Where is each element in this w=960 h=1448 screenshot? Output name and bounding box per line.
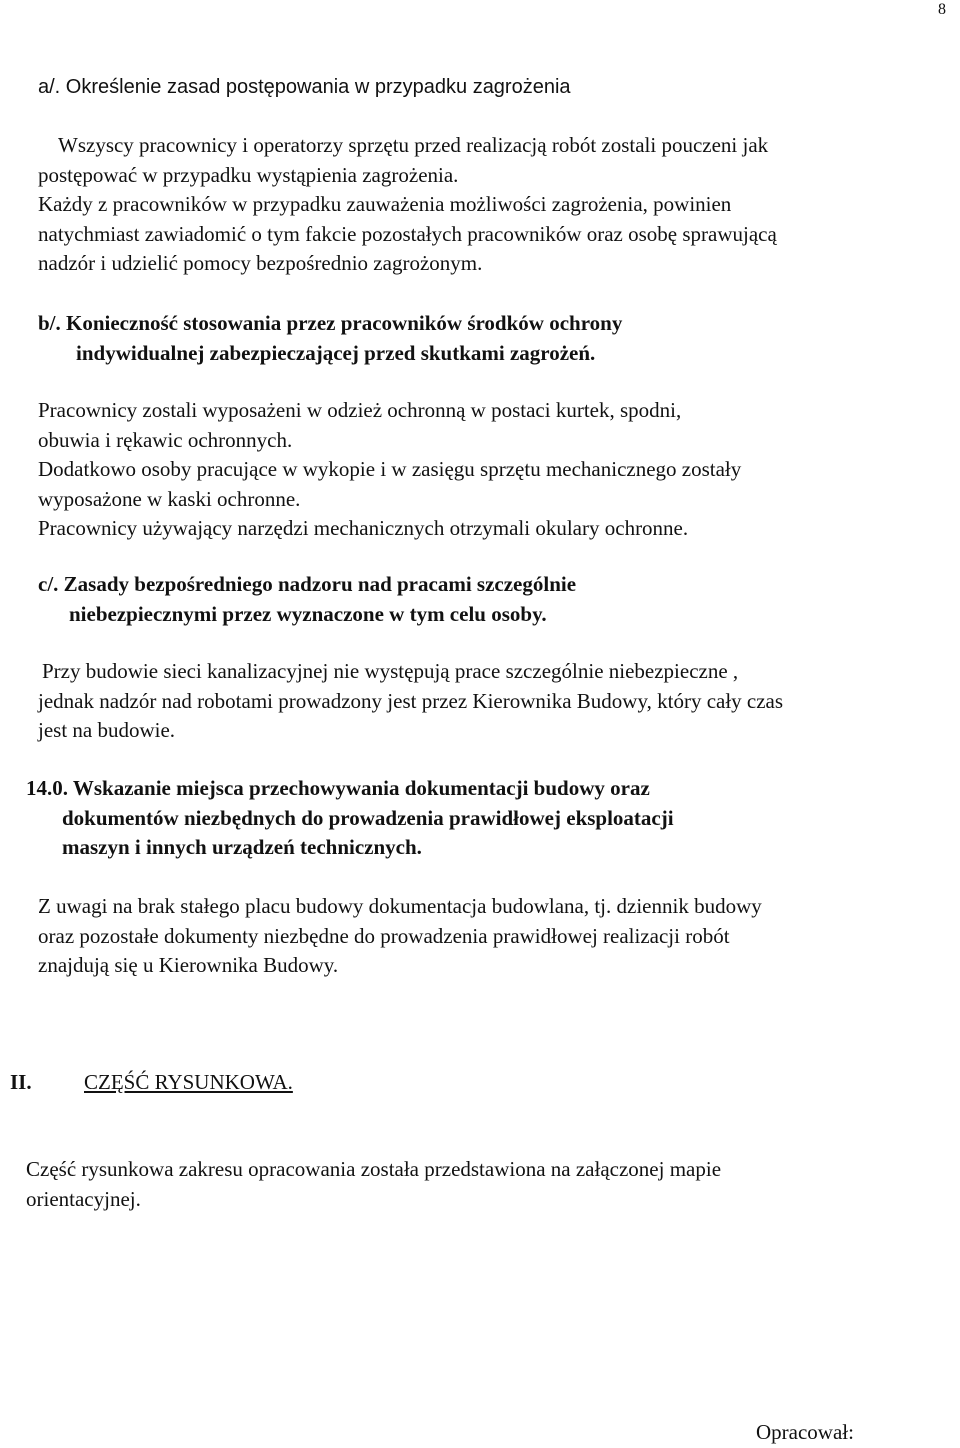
text-line: znajdują się u Kierownika Budowy. — [38, 953, 339, 977]
section-14-body — [38, 892, 762, 981]
part-ii-numeral: II. — [10, 1070, 32, 1094]
text-line: Pracownicy używający narzędzi mechanicznych otrzymali okulary ochronne. — [38, 516, 689, 540]
heading-line: maszyn i innych urządzeń technicznych. — [62, 835, 422, 859]
text-line: Część rysunkowa zakresu opracowania została przedstawiona na załączonej mapie — [26, 1157, 722, 1181]
text-line: jest na budowie. — [38, 718, 176, 742]
text-line: oraz pozostałe dokumenty niezbędne do prowadzenia prawidłowej realizacji robót — [38, 923, 730, 948]
text-line: postępować w przypadku wystąpienia zagrożenia. — [38, 162, 459, 187]
part-ii-title: CZĘŚĆ RYSUNKOWA. — [84, 1070, 293, 1094]
heading-line: indywidualnej zabezpieczającej przed skutkami zagrożeń. — [76, 340, 596, 365]
prepared-by-label: Opracował: — [756, 1420, 854, 1444]
text-line: Wszyscy pracownicy i operatorzy sprzętu przed realizacją robót zostali pouczeni jak — [58, 133, 769, 157]
text-line: Dodatkowo osoby pracujące w wykopie i w zasięgu sprzętu mechanicznego zostały — [38, 457, 742, 481]
text-line: Przy budowie sieci kanalizacyjnej nie występują prace szczególnie niebezpieczne , — [42, 659, 739, 683]
text-line: Pracownicy zostali wyposażeni w odzież ochronną w postaci kurtek, spodni, — [38, 398, 682, 422]
page-number: 8 — [938, 1, 946, 18]
text-line: jednak nadzór nad robotami prowadzony jest przez Kierownika Budowy, który cały czas — [38, 688, 784, 713]
heading-line: 14.0. Wskazanie miejsca przechowywania dokumentacji budowy oraz — [26, 776, 650, 800]
text-line: wyposażone w kaski ochronne. — [38, 486, 301, 511]
section-c-body — [38, 657, 783, 746]
section-b-body — [38, 396, 741, 544]
text-line: orientacyjnej. — [26, 1186, 141, 1211]
heading-line: dokumentów niezbędnych do prowadzenia prawidłowej eksploatacji — [62, 805, 674, 830]
text-line: obuwia i rękawic ochronnych. — [38, 427, 293, 452]
section-14-heading — [26, 774, 674, 863]
text-line: Każdy z pracowników w przypadku zauważenia możliwości zagrożenia, powinien — [38, 192, 732, 216]
heading-line: niebezpiecznymi przez wyznaczone w tym celu osoby. — [69, 601, 547, 626]
part-ii-body — [26, 1155, 721, 1214]
section-a-paragraph-1 — [38, 131, 768, 190]
section-a-heading: a/. Określenie zasad postępowania w przypadku zagrożenia — [38, 76, 571, 98]
section-b-heading — [38, 309, 622, 368]
heading-line: c/. Zasady bezpośredniego nadzoru nad pracami szczególnie — [38, 572, 577, 596]
section-c-heading — [38, 570, 576, 629]
section-a-paragraph-2 — [38, 190, 777, 279]
text-line: Z uwagi na brak stałego placu budowy dokumentacja budowlana, tj. dziennik budowy — [38, 894, 762, 918]
text-line: nadzór i udzielić pomocy bezpośrednio zagrożonym. — [38, 251, 483, 275]
text-line: natychmiast zawiadomić o tym fakcie pozostałych pracowników oraz osobę sprawującą — [38, 221, 777, 246]
heading-line: b/. Konieczność stosowania przez pracowników środków ochrony — [38, 311, 623, 335]
